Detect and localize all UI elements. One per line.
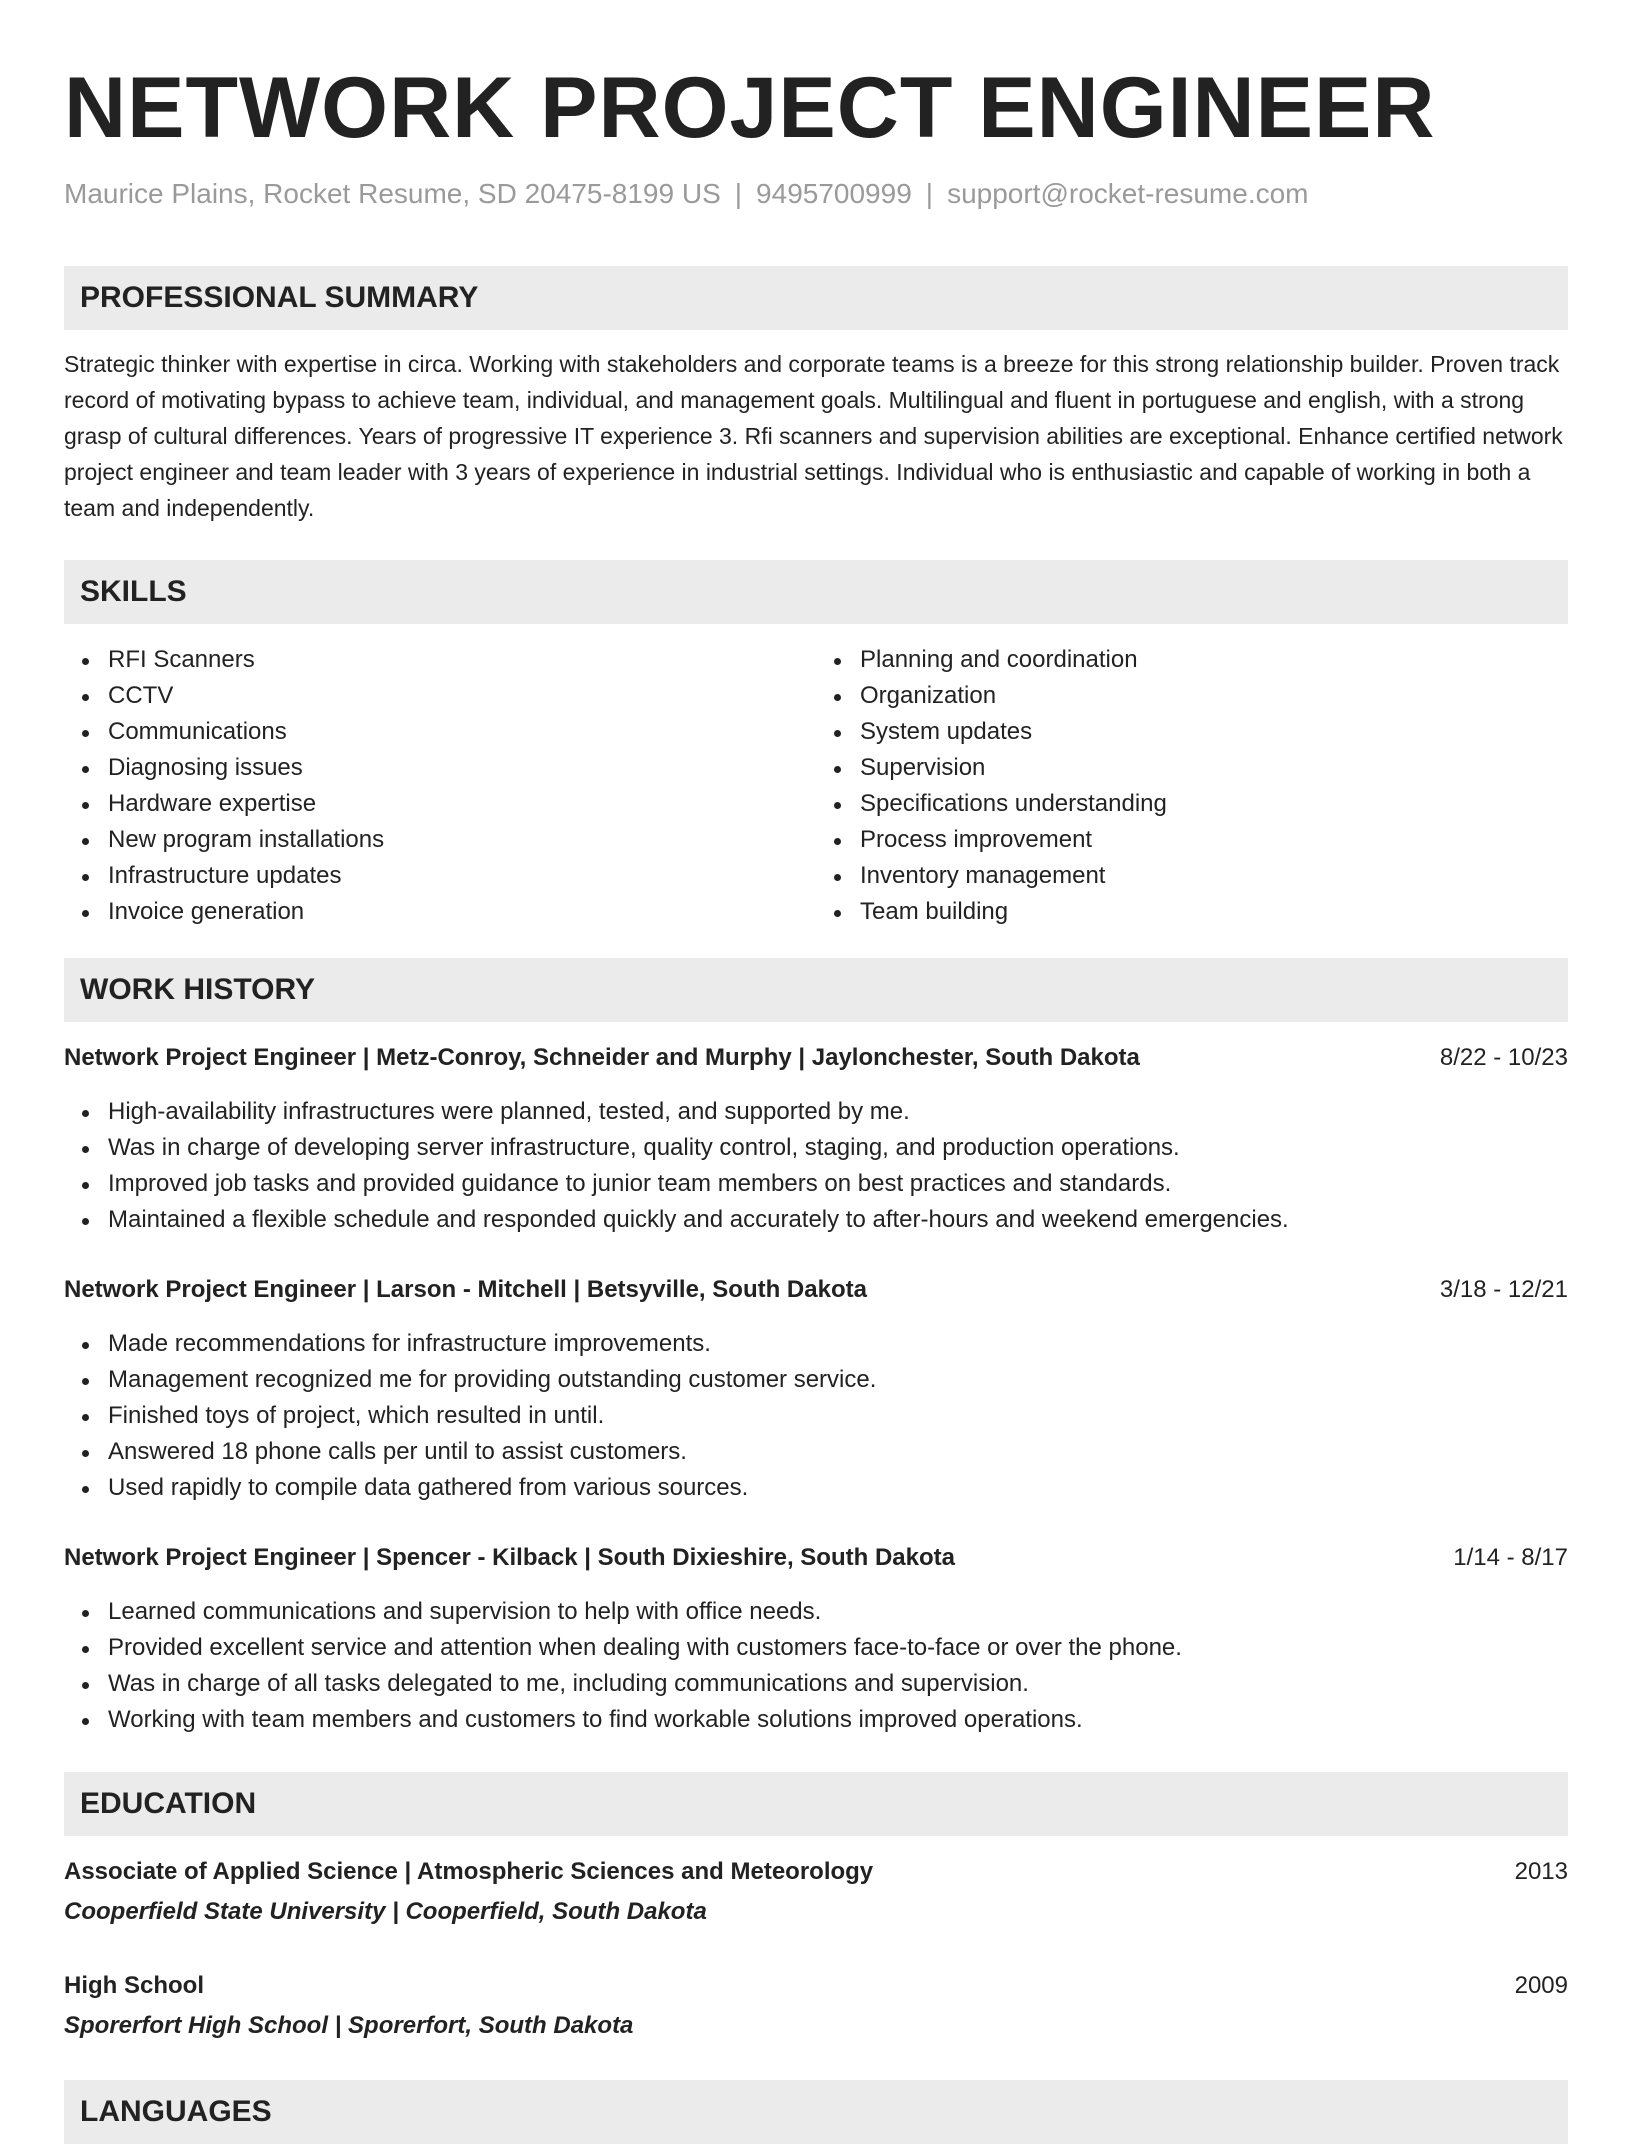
skill-item: Planning and coordination	[860, 642, 1568, 678]
skill-item: New program installations	[108, 822, 816, 858]
section-heading-summary: PROFESSIONAL SUMMARY	[64, 266, 1568, 330]
skill-item: Process improvement	[860, 822, 1568, 858]
contact-separator: |	[734, 178, 743, 209]
job-title: Network Project Engineer | Metz-Conroy, Schneider and Murphy | Jaylonchester, South Dakota	[64, 1044, 1140, 1071]
skill-item: Communications	[108, 714, 816, 750]
skills-column-right	[816, 642, 1568, 930]
job-header	[64, 1540, 1568, 1576]
job-title: Network Project Engineer | Spencer - Kilback | South Dixieshire, South Dakota	[64, 1544, 955, 1571]
contact-line	[64, 176, 1568, 212]
skill-item: Diagnosing issues	[108, 750, 816, 786]
job-dates: 8/22 - 10/23	[1439, 1044, 1568, 1071]
job-bullet: Provided excellent service and attention when dealing with customers face-to-face or over the phone.	[108, 1630, 1568, 1666]
section-heading-languages: LANGUAGES	[64, 2080, 1568, 2144]
education-school: Cooperfield State University | Cooperfield, South Dakota	[64, 1898, 707, 1925]
job-bullet: Improved job tasks and provided guidance to junior team members on best practices and standards.	[108, 1166, 1568, 1202]
job-bullet: Working with team members and customers to find workable solutions improved operations.	[108, 1702, 1568, 1738]
job-bullet: Was in charge of all tasks delegated to me, including communications and supervision.	[108, 1666, 1568, 1702]
skill-item: Infrastructure updates	[108, 858, 816, 894]
job-bullet: Learned communications and supervision to help with office needs.	[108, 1594, 1568, 1630]
skill-item: Supervision	[860, 750, 1568, 786]
job-header	[64, 1272, 1568, 1308]
contact-separator: |	[925, 178, 934, 209]
contact-phone: 9495700999	[756, 178, 912, 209]
skill-item: RFI Scanners	[108, 642, 816, 678]
job-title: Network Project Engineer | Larson - Mitchell | Betsyville, South Dakota	[64, 1276, 867, 1303]
skill-item: Invoice generation	[108, 894, 816, 930]
education-entry	[64, 1968, 1568, 2044]
page-title: NETWORK PROJECT ENGINEER	[64, 60, 1436, 156]
skill-item: Specifications understanding	[860, 786, 1568, 822]
education-year: 2013	[1514, 1858, 1568, 1885]
education-header	[64, 1968, 1568, 2004]
skill-item: Inventory management	[860, 858, 1568, 894]
summary-text: Strategic thinker with expertise in circa. Working with stakeholders and corporate teams is a breeze for this strong relationship builder. Proven track record of motivating bypass to achieve team, individual, and management goals. Multilingual and fluent in portuguese and english, with a strong grasp of cultural differences. Years of progressive IT experience 3. Rfi scanners and supervision abilities are exceptional. Enhance certified network project engineer and team leader with 3 years of experience in industrial settings. Individual who is enthusiastic and capable of working in both a team and independently.	[64, 351, 1563, 521]
job-bullet: Maintained a flexible schedule and responded quickly and accurately to after-hours and weekend emergencies.	[108, 1202, 1568, 1238]
section-heading-skills: SKILLS	[64, 560, 1568, 624]
education-header	[64, 1854, 1568, 1890]
education-school: Sporerfort High School | Sporerfort, South Dakota	[64, 2012, 634, 2039]
job-dates: 1/14 - 8/17	[1453, 1544, 1568, 1571]
resume-page	[64, 0, 1568, 2144]
education-degree: High School	[64, 1972, 204, 1999]
skill-item: System updates	[860, 714, 1568, 750]
job-bullet: Was in charge of developing server infrastructure, quality control, staging, and production operations.	[108, 1130, 1568, 1166]
job-bullet: Made recommendations for infrastructure improvements.	[108, 1326, 1568, 1362]
education-entry	[64, 1854, 1568, 1930]
skill-item: Organization	[860, 678, 1568, 714]
job-bullet: Management recognized me for providing outstanding customer service.	[108, 1362, 1568, 1398]
skill-item: CCTV	[108, 678, 816, 714]
skills-column-left	[64, 642, 816, 930]
job-bullets	[64, 1326, 1568, 1506]
job-bullet: Answered 18 phone calls per until to assist customers.	[108, 1434, 1568, 1470]
skill-item: Team building	[860, 894, 1568, 930]
skill-item: Hardware expertise	[108, 786, 816, 822]
job-dates: 3/18 - 12/21	[1439, 1276, 1568, 1303]
education-degree: Associate of Applied Science | Atmospheric Sciences and Meteorology	[64, 1858, 874, 1885]
contact-address: Maurice Plains, Rocket Resume, SD 20475-8199 US	[64, 178, 721, 209]
job-bullet: Used rapidly to compile data gathered from various sources.	[108, 1470, 1568, 1506]
education-year: 2009	[1514, 1972, 1568, 1999]
job-entry	[64, 1040, 1568, 1238]
section-heading-education: EDUCATION	[64, 1772, 1568, 1836]
contact-email: support@rocket-resume.com	[947, 178, 1309, 209]
job-entry	[64, 1540, 1568, 1738]
job-bullet: Finished toys of project, which resulted in until.	[108, 1398, 1568, 1434]
job-entry	[64, 1272, 1568, 1506]
job-bullets	[64, 1594, 1568, 1738]
job-header	[64, 1040, 1568, 1076]
job-bullet: High-availability infrastructures were planned, tested, and supported by me.	[108, 1094, 1568, 1130]
job-bullets	[64, 1094, 1568, 1238]
section-heading-work-history: WORK HISTORY	[64, 958, 1568, 1022]
skills-grid	[64, 642, 1568, 930]
